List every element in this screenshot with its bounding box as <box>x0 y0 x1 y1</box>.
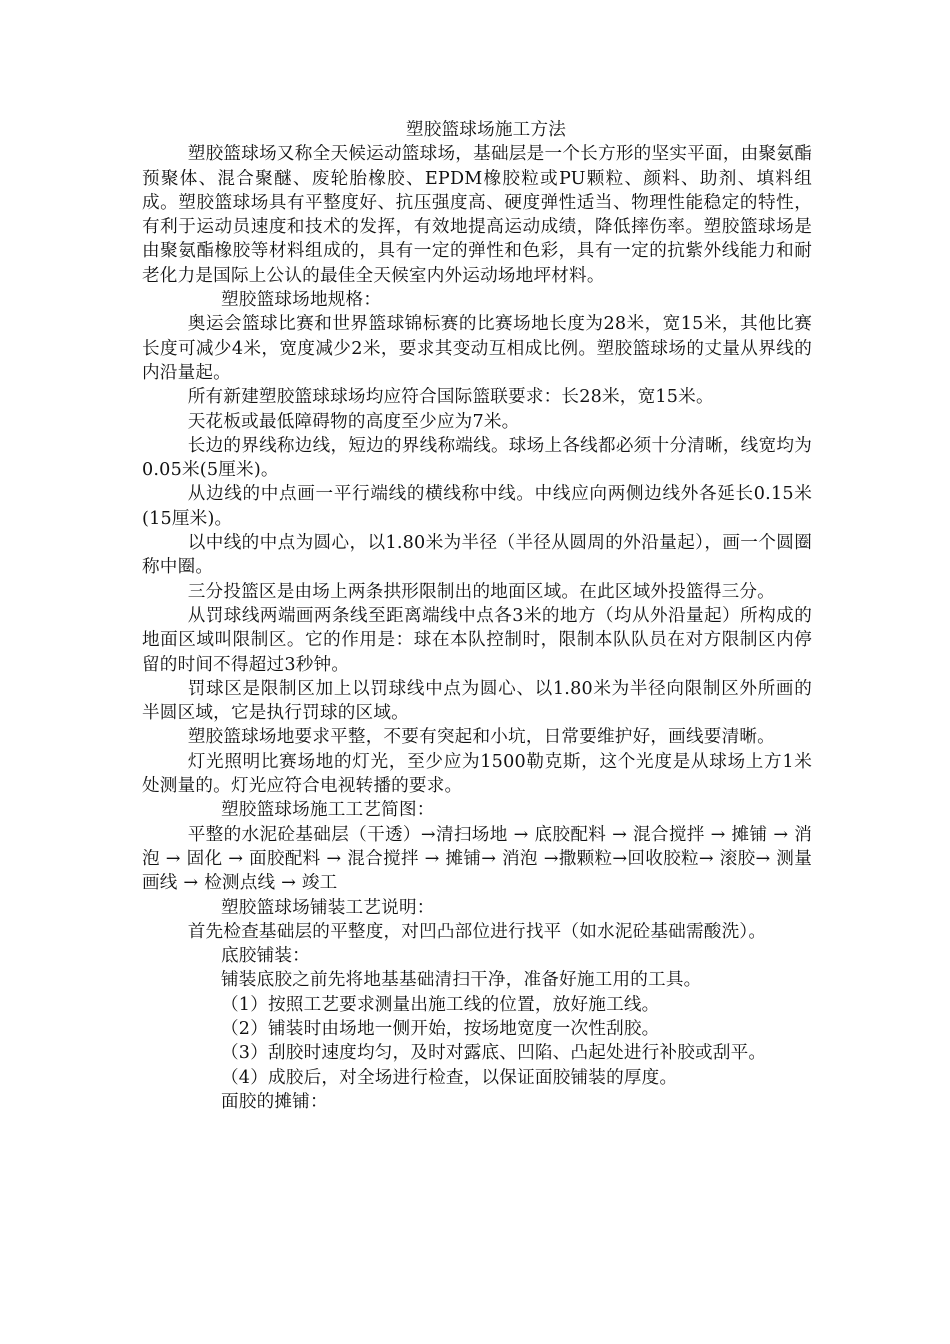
step-1: （1）按照工艺要求测量出施工线的位置，放好施工线。 <box>221 994 660 1015</box>
spec-paragraph-1: 奥运会篮球比赛和世界篮球锦标赛的比赛场地长度为28米，宽15米，其他比赛长度可减少4米，宽度减少2米，要求其变动互相成比例。塑胶篮球场的丈量从界线的内沿量起。 <box>142 314 812 383</box>
document-title: 塑胶篮球场施工方法 <box>405 120 567 140</box>
surface-heading: 面胶的摊铺： <box>221 1091 328 1112</box>
spec-paragraph-8: 从罚球线两端画两条线至距离端线中点各3米的地方（均从外沿量起）所构成的地面区域叫限制区。它的作用是：球在本队控制时，限制本队队员在对方限制区内停留的时间不得超过3秒钟。 <box>142 605 812 675</box>
process-flow: 平整的水泥砼基础层（干透）→清扫场地 → 底胶配料 → 混合搅拌 → 摊铺 → 消泡 → 固化 → 面胶配料 → 混合搅拌 → 摊铺→ 消泡 →撒颗粒→回收胶粒→ 滚胶→ 测量画线 → 检测点线 → 竣工 <box>142 824 812 894</box>
step-3: （3）刮胶时速度均匀，及时对露底、凹陷、凸起处进行补胶或刮平。 <box>221 1043 767 1064</box>
document-page <box>142 118 812 1114</box>
explain-paragraph-1: 首先检查基础层的平整度，对凹凸部位进行找平（如水泥砼基础需酸洗）。 <box>187 921 767 942</box>
step-4: （4）成胶后，对全场进行检查，以保证面胶铺装的厚度。 <box>221 1067 678 1088</box>
spec-paragraph-11: 灯光照明比赛场地的灯光，至少应为1500勒克斯，这个光度是从球场上方1米处测量的。灯光应符合电视转播的要求。 <box>142 751 812 797</box>
step-2: （2）铺装时由场地一侧开始，按场地宽度一次性刮胶。 <box>221 1018 660 1039</box>
spec-paragraph-7: 三分投篮区是由场上两条拱形限制出的地面区域。在此区域外投篮得三分。 <box>187 581 775 602</box>
spec-paragraph-2: 所有新建塑胶篮球球场均应符合国际篮联要求：长28米，宽15米。 <box>187 387 714 408</box>
spec-paragraph-6: 以中线的中点为圆心，以1.80米为半径（半径从圆周的外沿量起），画一个圆圈称中圈。 <box>142 533 812 578</box>
spec-paragraph-10: 塑胶篮球场地要求平整，不要有突起和小坑，日常要维护好，画线要清晰。 <box>187 727 775 748</box>
spec-paragraph-3: 天花板或最低障碍物的高度至少应为7米。 <box>187 411 520 432</box>
spec-paragraph-5: 从边线的中点画一平行端线的横线称中线。中线应向两侧边线外各延长0.15米(15厘米)。 <box>142 484 812 529</box>
spec-heading: 塑胶篮球场地规格： <box>221 290 382 311</box>
intro-paragraph: 塑胶篮球场又称全天候运动篮球场，基础层是一个长方形的坚实平面，由聚氨酯预聚体、混合聚醚、废轮胎橡胶、EPDM橡胶粒或PU颗粒、颜料、助剂、填料组成。塑胶篮球场具有平整度好、抗压强度高、硬度弹性适当、物理性能稳定的特性，有利于运动员速度和技术的发挥，有效地提高运动成绩，降低摔伤率。塑胶篮球场是由聚氨酯橡胶等材料组成的，具有一定的弹性和色彩，具有一定的抗紫外线能力和耐老化力是国际上公认的最佳全天候室内外运动场地坪材料。 <box>142 144 812 286</box>
spec-paragraph-9: 罚球区是限制区加上以罚球线中点为圆心、以1.80米为半径向限制区外所画的半圆区域，它是执行罚球的区域。 <box>142 678 812 724</box>
process-heading: 塑胶篮球场施工工艺简图： <box>221 800 435 821</box>
base-prep: 铺装底胶之前先将地基基础清扫干净，准备好施工用的工具。 <box>221 970 702 991</box>
explain-heading: 塑胶篮球场铺装工艺说明： <box>221 897 435 918</box>
spec-paragraph-4: 长边的界线称边线，短边的界线称端线。球场上各线都必须十分清晰，线宽均为0.05米(5厘米)。 <box>142 435 812 481</box>
base-heading: 底胶铺装： <box>221 946 310 967</box>
